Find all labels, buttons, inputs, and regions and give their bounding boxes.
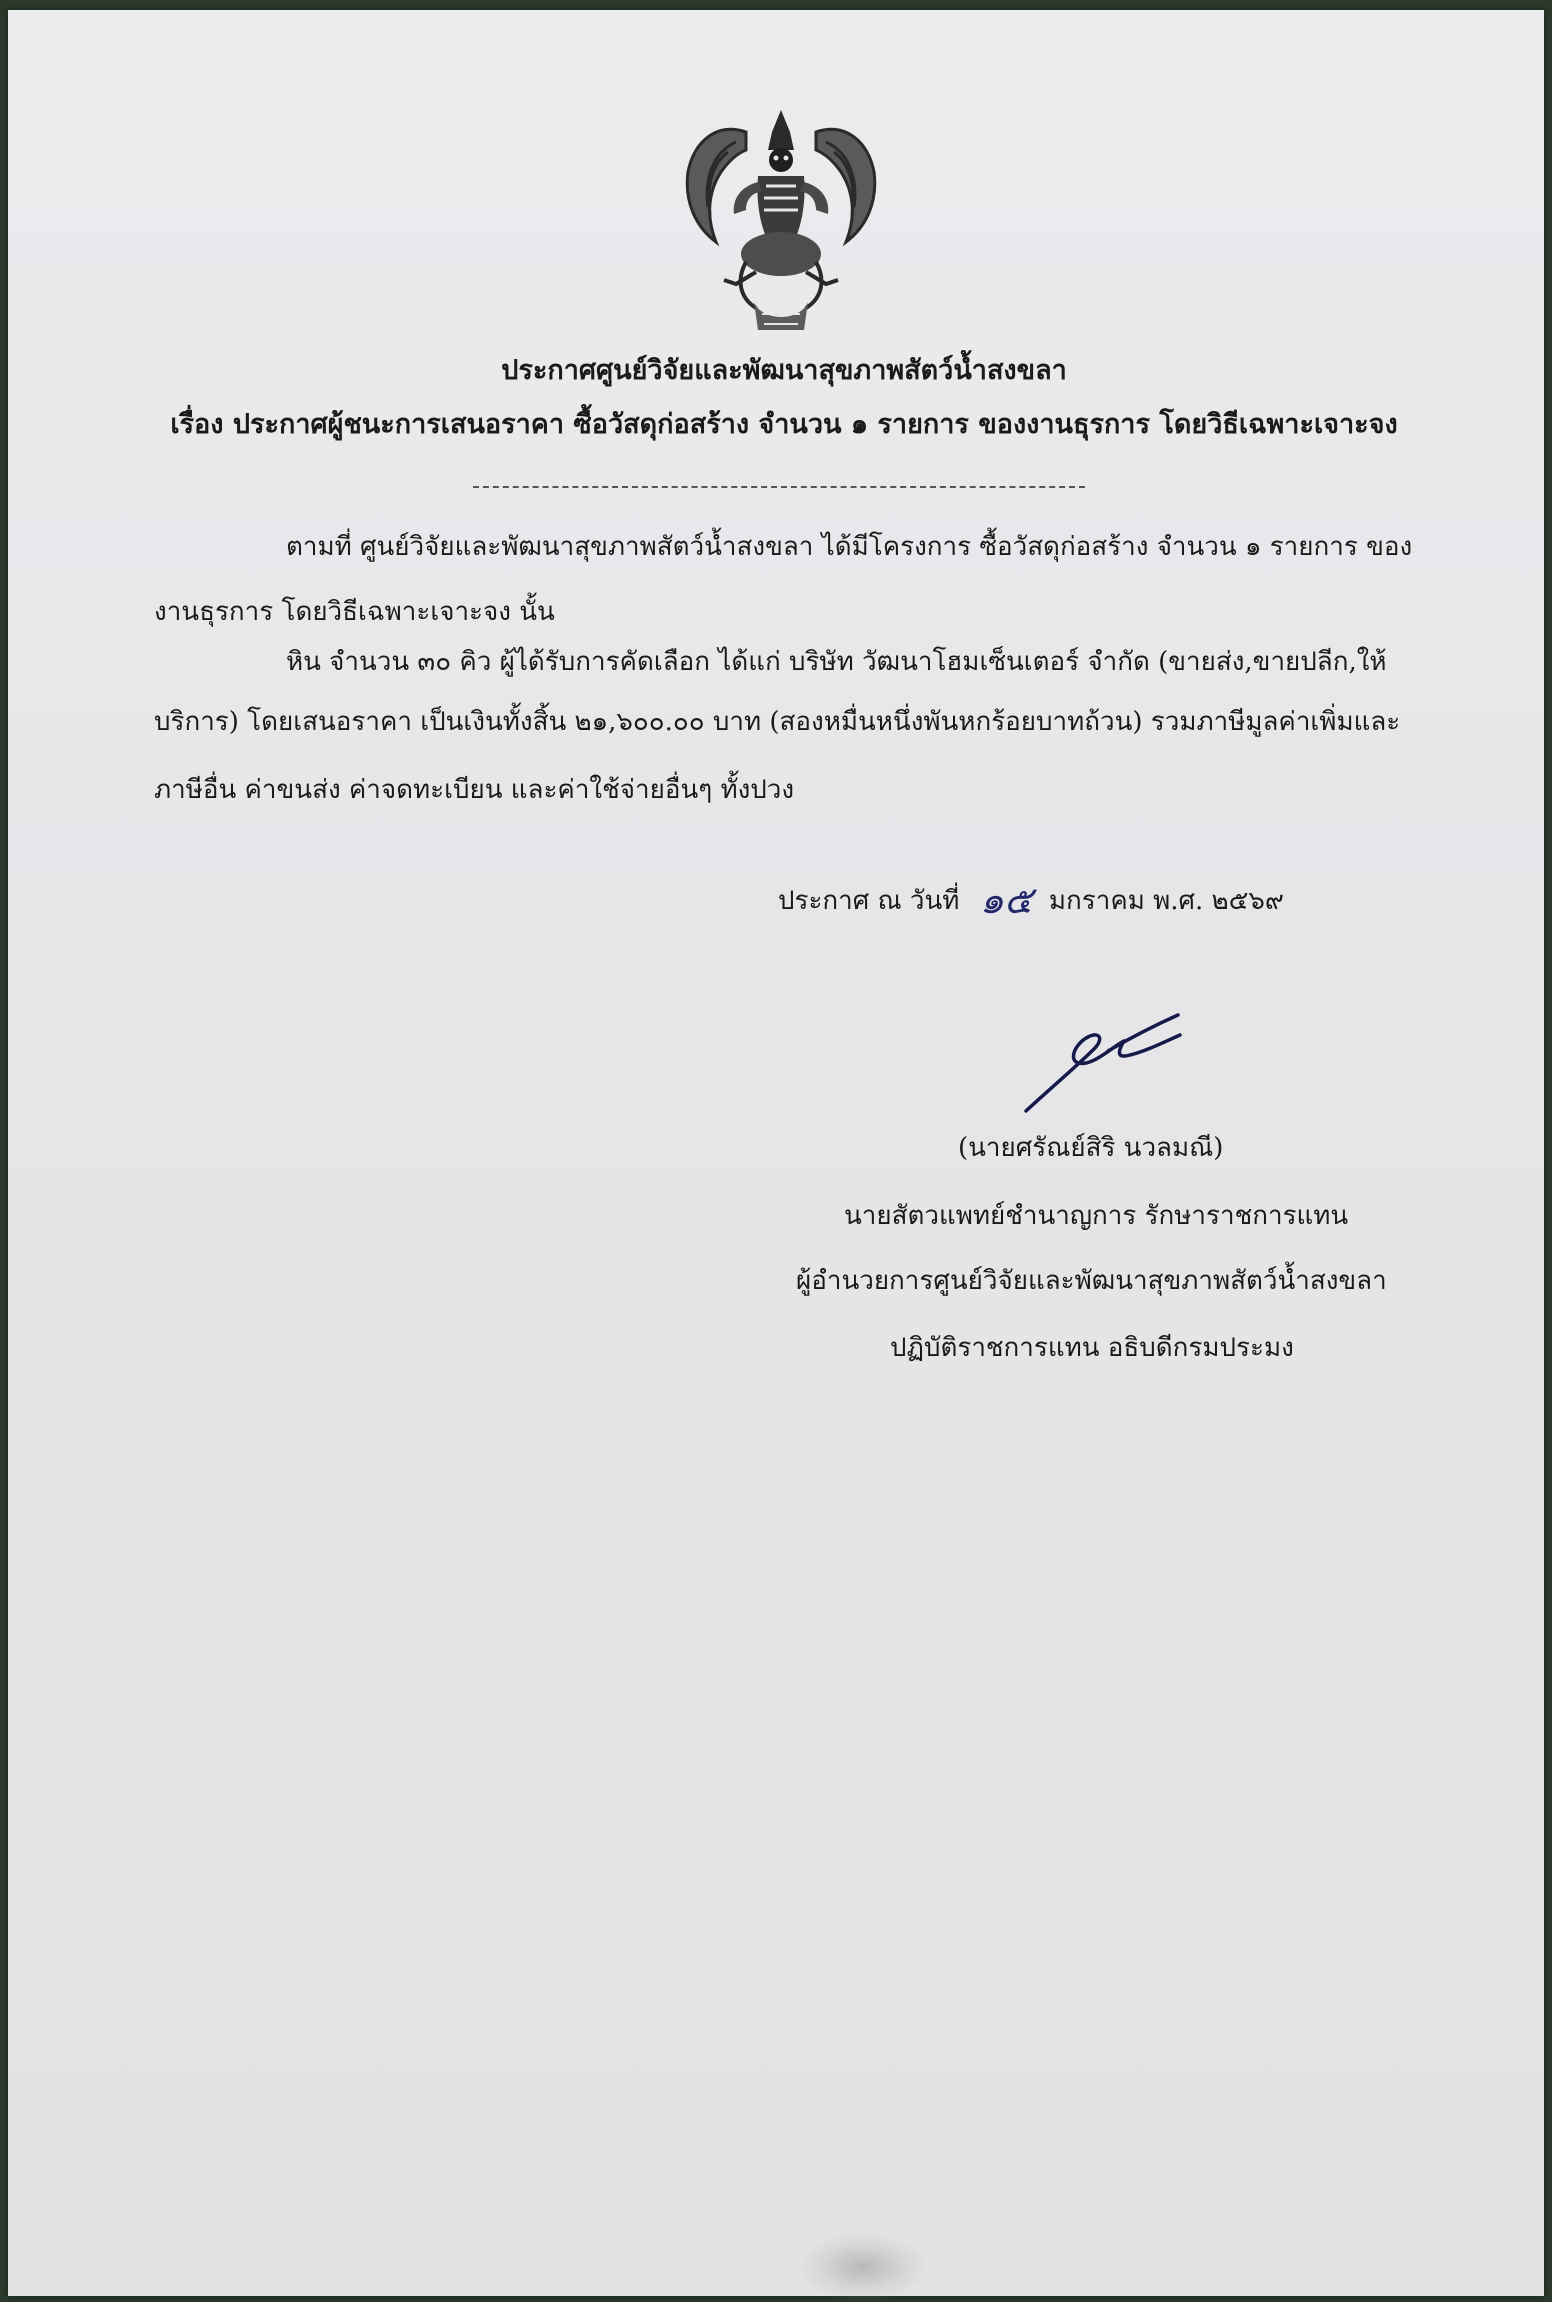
signatory-name: (นายศรัณย์สิริ นวลมณี) xyxy=(958,1133,1224,1163)
signatory-position-1: นายสัตวแพทย์ชำนาญการ รักษาราชการแทน xyxy=(844,1201,1349,1231)
scan-smudge xyxy=(798,2232,928,2302)
garuda-emblem-icon xyxy=(676,102,886,338)
signatory-position-2: ผู้อำนวยการศูนย์วิจัยและพัฒนาสุขภาพสัตว์น้ำสงขลา xyxy=(796,1266,1387,1296)
body-paragraph-2-line-1: หิน จำนวน ๓๐ คิว ผู้ได้รับการคัดเลือก ได้แก่ บริษัท วัฒนาโฮมเซ็นเตอร์ จำกัด (ขายส่ง,ขายปลีก,ให้ xyxy=(286,647,1387,677)
announcement-date xyxy=(778,875,1284,926)
date-prefix: ประกาศ ณ วันที่ xyxy=(778,886,960,916)
body-paragraph-1-line-2: งานธุรการ โดยวิธีเฉพาะเจาะจง นั้น xyxy=(154,597,555,627)
document-subject: เรื่อง ประกาศผู้ชนะการเสนอราคา ซื้อวัสดุก่อสร้าง จำนวน ๑ รายการ ของงานธุรการ โดยวิธีเฉพาะเจาะจง xyxy=(170,409,1398,440)
page-title: ประกาศศูนย์วิจัยและพัฒนาสุขภาพสัตว์น้ำสงขลา xyxy=(501,355,1067,386)
signatory-position-3: ปฏิบัติราชการแทน อธิบดีกรมประมง xyxy=(890,1333,1294,1363)
date-day-handwritten: ๑๕ xyxy=(979,878,1033,922)
date-month-year: มกราคม พ.ศ. ๒๕๖๙ xyxy=(1048,886,1284,916)
body-paragraph-2-line-2: บริการ) โดยเสนอราคา เป็นเงินทั้งสิ้น ๒๑,๖๐๐.๐๐ บาท (สองหมื่นหนึ่งพันหกร้อยบาทถ้วน) รวมภาษีมูลค่าเพิ่มและ xyxy=(154,707,1401,737)
divider xyxy=(473,486,1085,488)
body-paragraph-2-line-3: ภาษีอื่น ค่าขนส่ง ค่าจดทะเบียน และค่าใช้จ่ายอื่นๆ ทั้งปวง xyxy=(154,775,795,805)
body-paragraph-1-line-1: ตามที่ ศูนย์วิจัยและพัฒนาสุขภาพสัตว์น้ำสงขลา ได้มีโครงการ ซื้อวัสดุก่อสร้าง จำนวน ๑ รายการ ของ xyxy=(286,532,1413,562)
handwritten-signature-icon xyxy=(1012,1007,1192,1117)
document-page xyxy=(8,10,1544,2296)
